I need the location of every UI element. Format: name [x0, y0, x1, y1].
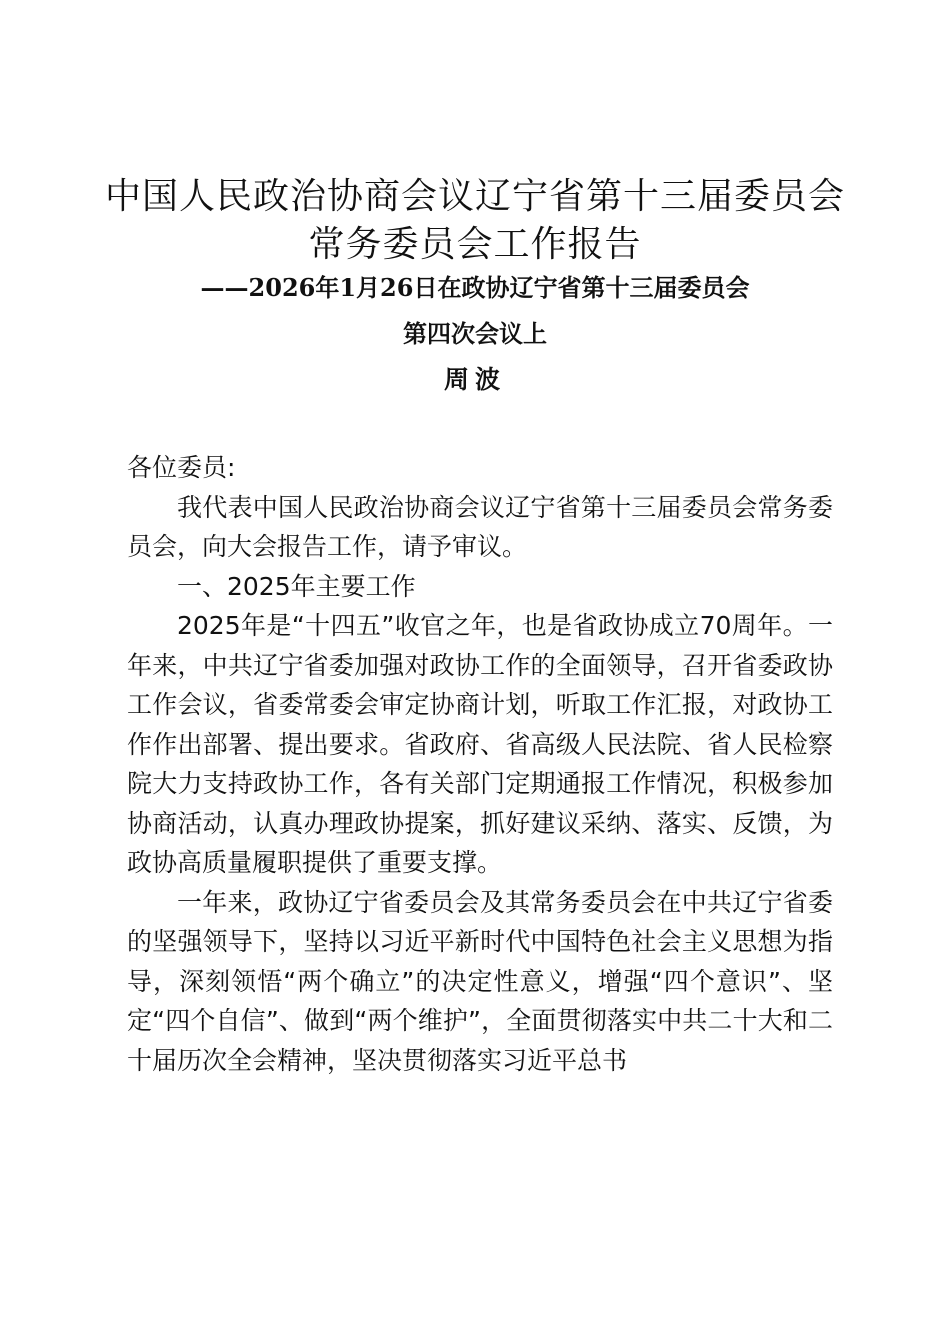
paragraph-overview: 2025年是“十四五”收官之年，也是省政协成立70周年。一年来，中共辽宁省委加强对政协工作的全面领导，召开省委政协工作会议，省委常委会审定协商计划，听取工作汇报，对政协工作作出部署、提出要求。省政府、省高级人民法院、省人民检察院大力支持政协工作，各有关部门定期通报工作情况，积极参加协商活动，认真办理政协提案，抓好建议采纳、落实、反馈，为政协高质量履职提供了重要支撑。	[127, 611, 833, 877]
section-heading: 一、2025年主要工作	[177, 571, 416, 601]
salutation: 各位委员:	[127, 453, 236, 482]
paragraph-committee-work: 一年来，政协辽宁省委员会及其常务委员会在中共辽宁省委的坚强领导下，坚持以习近平新时代中国特色社会主义思想为指导，深刻领悟“两个确立”的决定性意义，增强“四个意识”、坚定“四个自信”、做到“两个维护”，全面贯彻落实中共二十大和二十届历次全会精神，坚决贯彻落实习近平总书	[127, 887, 833, 1075]
report-subtitle-line-2: 第四次会议上	[403, 319, 547, 348]
report-title-line-2: 常务委员会工作报告	[308, 224, 642, 265]
report-subtitle-line-1: ——2026年1月26日在政协辽宁省第十三届委员会	[200, 273, 750, 302]
report-body	[127, 448, 833, 1080]
author-name: 周波	[443, 365, 506, 394]
report-title-line-1: 中国人民政治协商会议辽宁省第十三届委员会	[104, 176, 845, 217]
paragraph-intro: 我代表中国人民政治协商会议辽宁省第十三届委员会常务委员会，向大会报告工作，请予审议。	[127, 492, 833, 561]
